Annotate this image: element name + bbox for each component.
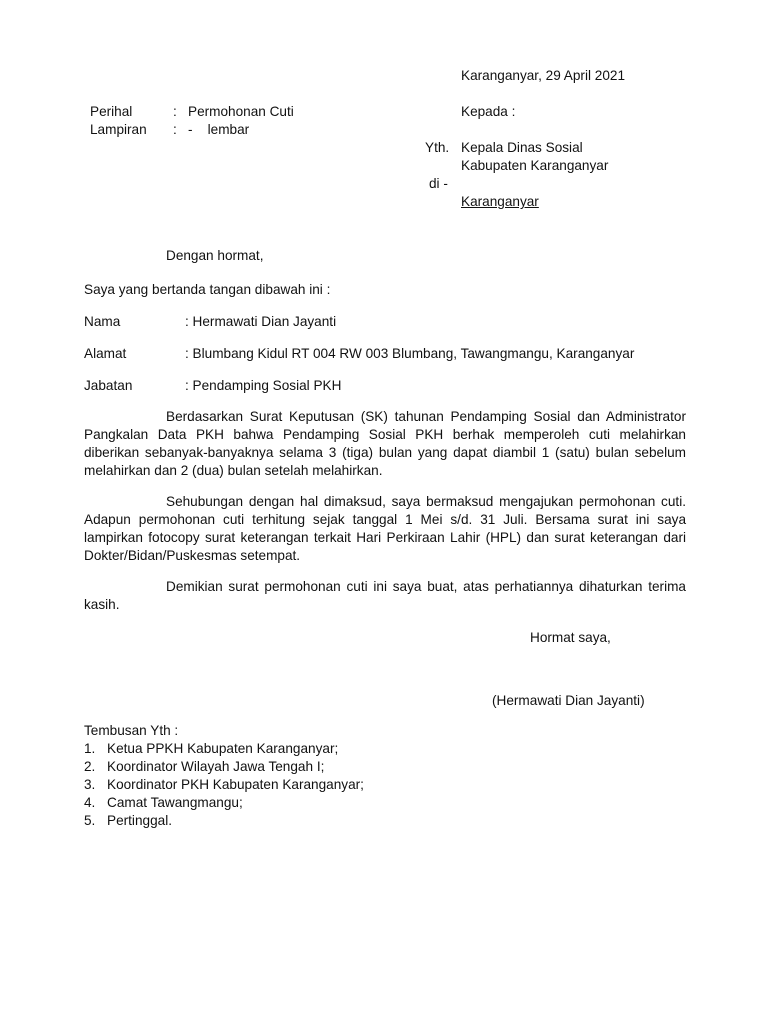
- field-label-alamat: Alamat: [84, 346, 127, 361]
- field-value-alamat: : Blumbang Kidul RT 004 RW 003 Blumbang, Tawangmangu, Karanganyar: [185, 346, 635, 361]
- paragraph-permohonan: Sehubungan dengan hal dimaksud, saya bermaksud mengajukan permohonan cuti. Adapun permohonan cuti terhitung sejak tanggal 1 Mei s/d. 31 Juli. Bersama surat ini saya lampirkan fotocopy surat keterangan terkait Hari Perkiraan Lahir (HPL) dan surat keterangan dari Dokter/Bidan/Puskesmas setempat.: [84, 494, 686, 563]
- list-text: Camat Tawangmangu;: [107, 795, 243, 810]
- perihal-value: Permohonan Cuti: [188, 104, 294, 119]
- list-text: Ketua PPKH Kabupaten Karanganyar;: [107, 741, 339, 756]
- field-value-nama: : Hermawati Dian Jayanti: [185, 314, 337, 329]
- field-label-nama: Nama: [84, 314, 121, 329]
- list-number: 2.: [84, 759, 96, 774]
- paragraph-dasar: Berdasarkan Surat Keputusan (SK) tahunan Pendamping Sosial dan Administrator Pangkalan Data PKH bahwa Pendamping Sosial PKH berhak memperoleh cuti melahirkan diberikan sebanyak-banyaknya selama 3 (tiga) bulan yang dapat diambil 1 (satu) bulan sebelum melahirkan dan 2 (dua) bulan setelah melahirkan.: [84, 409, 686, 478]
- field-label-jabatan: Jabatan: [84, 378, 133, 393]
- signatory-name: (Hermawati Dian Jayanti): [492, 693, 645, 708]
- lampiran-value: - lembar: [188, 122, 250, 137]
- closing-salutation: Hormat saya,: [530, 630, 611, 645]
- intro-text: Saya yang bertanda tangan dibawah ini :: [84, 282, 331, 297]
- list-text: Pertinggal.: [107, 813, 172, 828]
- greeting: Dengan hormat,: [166, 248, 264, 263]
- kepada-label: Kepada :: [461, 104, 516, 119]
- di-label: di -: [429, 176, 448, 191]
- perihal-label: Perihal: [90, 104, 133, 119]
- list-number: 1.: [84, 741, 96, 756]
- field-value-jabatan: : Pendamping Sosial PKH: [185, 378, 342, 393]
- tembusan-title: Tembusan Yth :: [84, 723, 179, 738]
- recipient-title: Kepala Dinas Sosial: [461, 140, 583, 155]
- list-text: Koordinator PKH Kabupaten Karanganyar;: [107, 777, 364, 792]
- list-number: 3.: [84, 777, 96, 792]
- list-number: 4.: [84, 795, 96, 810]
- recipient-city: Karanganyar: [461, 194, 539, 209]
- lampiran-colon: :: [173, 122, 177, 137]
- list-number: 5.: [84, 813, 96, 828]
- perihal-colon: :: [173, 104, 177, 119]
- list-text: Koordinator Wilayah Jawa Tengah I;: [107, 759, 325, 774]
- yth-label: Yth.: [425, 140, 450, 155]
- paragraph-penutup: Demikian surat permohonan cuti ini saya buat, atas perhatiannya dihaturkan terima kasih.: [84, 579, 686, 612]
- lampiran-label: Lampiran: [90, 122, 147, 137]
- recipient-office: Kabupaten Karanganyar: [461, 158, 609, 173]
- letter-date: Karanganyar, 29 April 2021: [461, 68, 626, 83]
